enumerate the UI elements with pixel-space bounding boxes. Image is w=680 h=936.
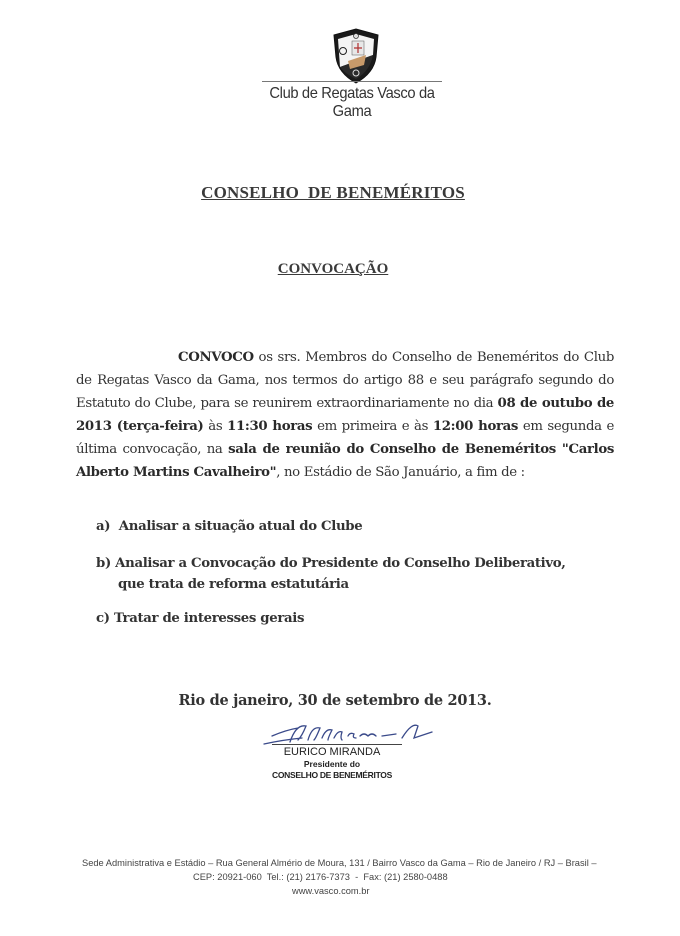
signer-name: EURICO MIRANDA — [283, 746, 381, 758]
meeting-place: sala de reunião do Conselho de Beneméritos "Carlos Alberto Martins Cavalheiro" — [76, 442, 615, 480]
body-text-part: , no Estádio de São Januário, a fim de : — [276, 465, 525, 480]
agenda-item — [96, 553, 566, 595]
agenda-text: Analisar a Convocação do Presidente do Conselho Deliberativo, — [115, 556, 566, 571]
convocation-title: CONVOCAÇÃO — [277, 261, 389, 277]
first-call-time: 11:30 horas — [227, 419, 313, 434]
place-and-date: Rio de janeiro, 30 de setembro de 2013. — [178, 692, 492, 709]
agenda-marker: b) — [96, 556, 111, 571]
club-name: Club de Regatas Vasco da Gama — [269, 85, 435, 120]
body-text-part: às — [203, 419, 228, 434]
body-text-part: os srs. Membros do Conselho de Beneméritos do Club de Regatas Vasco da Gama, nos termos do artigo 88 e seu parágrafo segundo do Estatuto do Clube, para se reunirem extraordinariamente no dia — [76, 350, 614, 411]
signer-role: Presidente do — [303, 759, 361, 769]
agenda-marker: a) — [96, 519, 111, 534]
body-text-part: em segunda e última convocação, na — [76, 419, 614, 457]
second-call-time: 12:00 horas — [432, 419, 519, 434]
body-text-part: em primeira e às — [312, 419, 433, 434]
signer-organization: CONSELHO DE BENEMÉRITOS — [272, 770, 392, 780]
council-title: CONSELHO DE BENEMÉRITOS — [201, 183, 465, 202]
agenda-text: Analisar a situação atual do Clube — [118, 519, 363, 534]
agenda-text: Tratar de interesses gerais — [113, 611, 305, 626]
agenda-text-continuation: que trata de reforma estatutária — [118, 577, 349, 592]
convocation-paragraph — [76, 346, 614, 484]
meeting-date: 08 de outubo de 2013 (terça-feira) — [76, 396, 615, 434]
header-divider — [262, 81, 442, 82]
agenda-marker: c) — [96, 611, 110, 626]
club-crest-icon — [330, 27, 382, 85]
lead-word: CONVOCO — [178, 350, 254, 365]
footer-website: www.vasco.com.br — [292, 886, 370, 896]
agenda-item — [96, 516, 362, 537]
signature-line — [272, 744, 402, 745]
footer-contact: CEP: 20921-060 Tel.: (21) 2176-7373 - Fax: (21) 2580-0488 — [193, 872, 448, 882]
footer-address: Sede Administrativa e Estádio – Rua General Almério de Moura, 131 / Bairro Vasco da Gama – Rio de Janeiro / RJ – Brasil – — [82, 858, 597, 868]
agenda-item — [96, 608, 304, 629]
